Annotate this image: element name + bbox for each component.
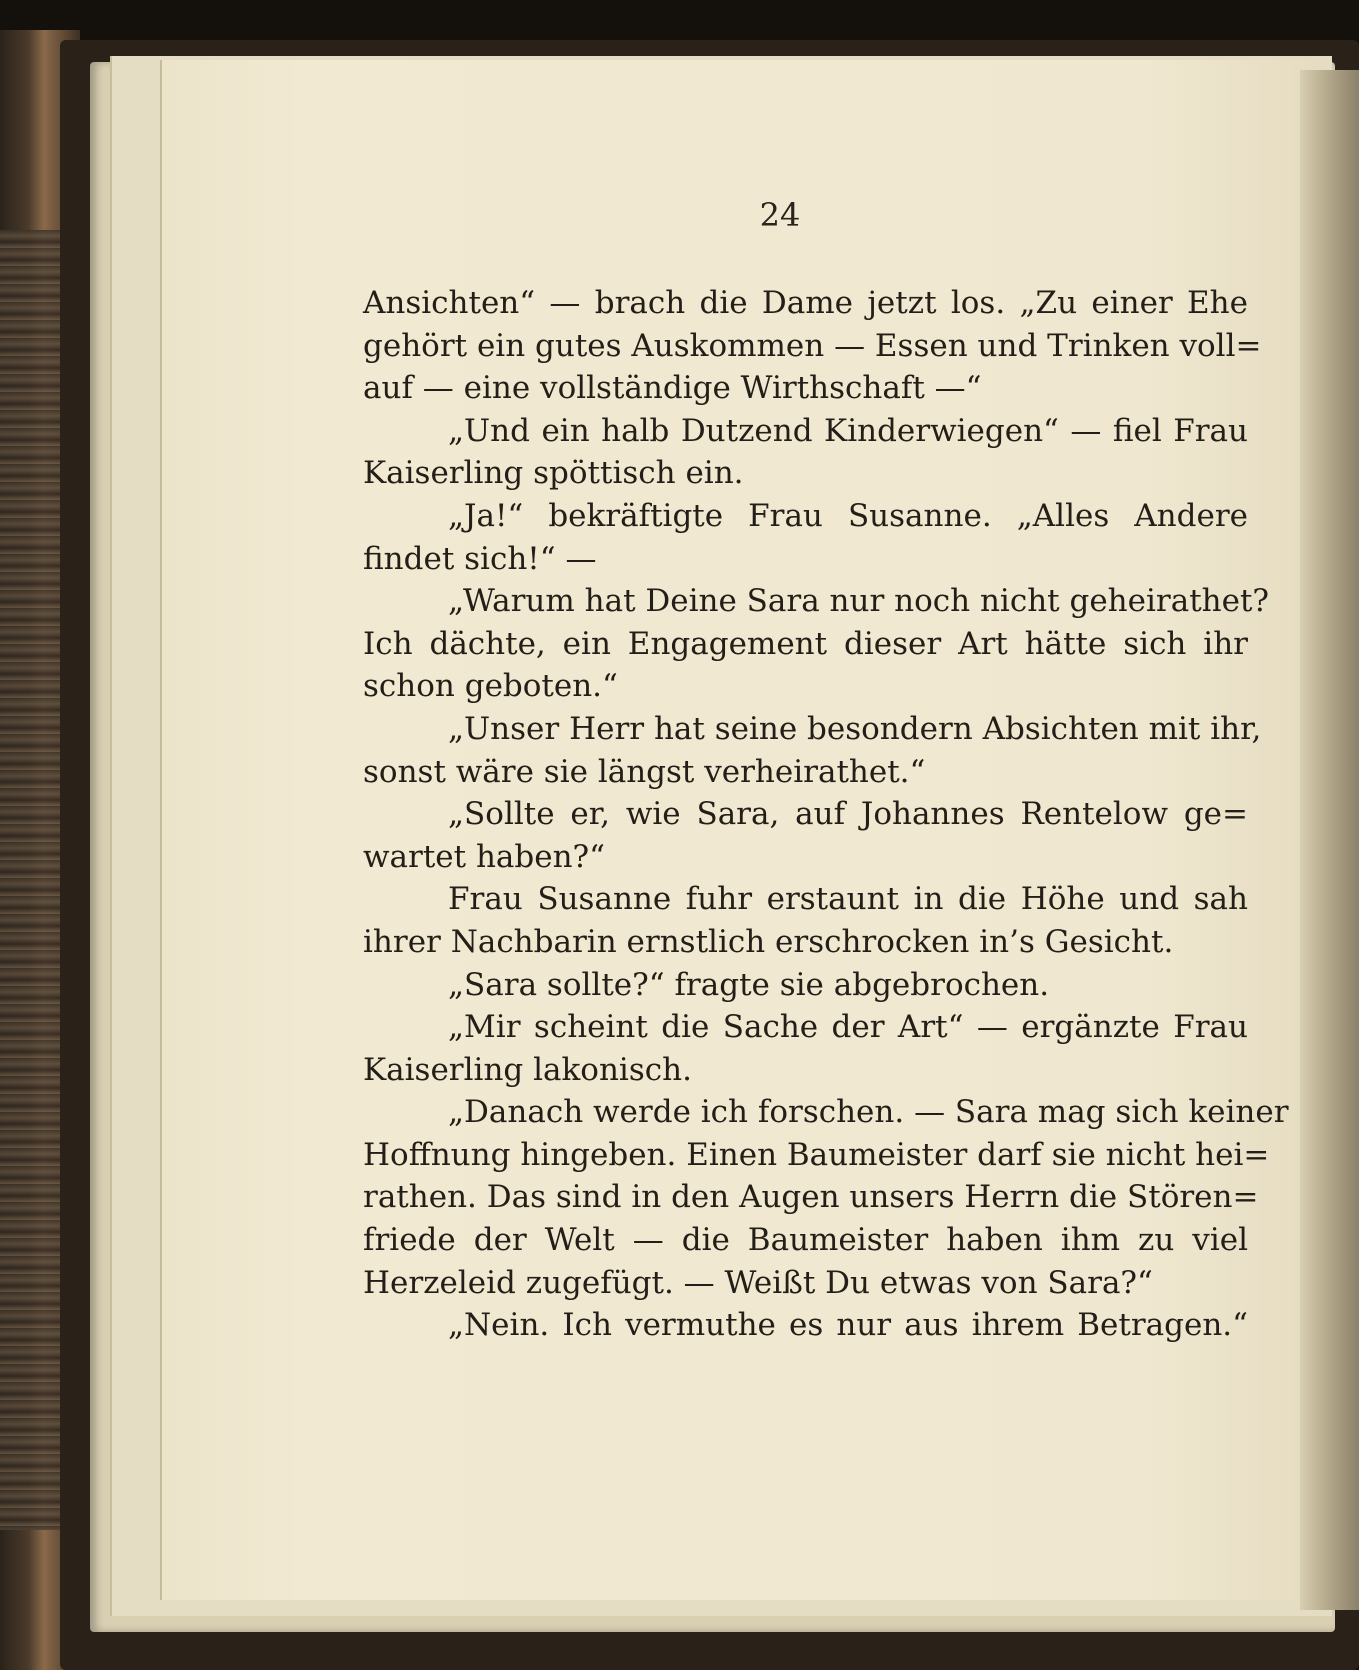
text-line: Hoffnung hingeben. Einen Baumeister darf sie nicht hei= bbox=[363, 1136, 1270, 1173]
text-line: ihrer Nachbarin ernstlich erschrocken in’s Gesicht. bbox=[363, 923, 1174, 960]
text-line: schon geboten.“ bbox=[363, 668, 618, 705]
text-line: Ansichten“ — brach die Dame jetzt los. „Zu einer Ehe bbox=[363, 285, 1248, 321]
text-line: Herzeleid zugefügt. — Weißt Du etwas von Sara?“ bbox=[363, 1264, 1153, 1301]
text-line: findet sich!“ — bbox=[363, 540, 597, 577]
text-line: auf — eine vollständige Wirthschaft —“ bbox=[363, 370, 982, 407]
text-line: sonst wäre sie längst verheirathet.“ bbox=[363, 753, 926, 790]
page-number: 24 bbox=[759, 196, 801, 234]
text-line: Frau Susanne fuhr erstaunt in die Höhe und sah bbox=[448, 881, 1248, 918]
text-line: Kaiserling lakonisch. bbox=[363, 1051, 692, 1088]
text-line: „Ja!“ bekräftigte Frau Susanne. „Alles Andere bbox=[448, 497, 1248, 534]
text-line: gehört ein gutes Auskommen — Essen und Trinken voll= bbox=[363, 327, 1262, 364]
text-line: Kaiserling spöttisch ein. bbox=[363, 455, 744, 492]
page-gutter bbox=[1300, 70, 1359, 1610]
text-line: „Warum hat Deine Sara nur noch nicht geheirathet? bbox=[448, 583, 1270, 620]
text-line: „Danach werde ich forschen. — Sara mag sich keiner bbox=[448, 1094, 1289, 1131]
text-line: „Nein. Ich vermuthe es nur aus ihrem Betragen.“ bbox=[448, 1307, 1248, 1344]
text-line: „Sollte er, wie Sara, auf Johannes Rentelow ge= bbox=[448, 796, 1248, 833]
text-line: Ich dächte, ein Engagement dieser Art hätte sich ihr bbox=[363, 625, 1248, 662]
text-line: „Sara sollte?“ fragte sie abgebrochen. bbox=[448, 966, 1050, 1003]
page-body-text bbox=[363, 282, 1289, 1347]
text-line: „Mir scheint die Sache der Art“ — ergänzte Frau bbox=[448, 1009, 1248, 1046]
text-line: rathen. Das sind in den Augen unsers Herrn die Stören= bbox=[363, 1179, 1259, 1216]
text-line: wartet haben?“ bbox=[363, 838, 606, 875]
text-line: friede der Welt — die Baumeister haben ihm zu viel bbox=[363, 1222, 1248, 1259]
text-line: „Und ein halb Dutzend Kinderwiegen“ — fiel Frau bbox=[448, 412, 1248, 449]
text-line: „Unser Herr hat seine besondern Absichten mit ihr, bbox=[448, 710, 1262, 747]
